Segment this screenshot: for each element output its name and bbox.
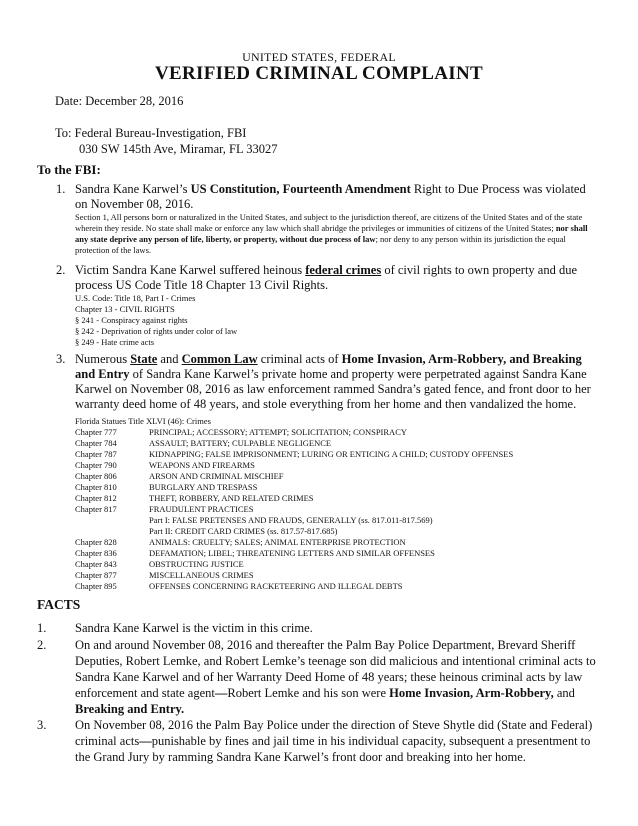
item-3-line-3: Karwel on November 08, 2016 as law enforcement rammed Sandra’s gated fence, and front door to her [75, 382, 591, 396]
facts-heading: FACTS [37, 597, 81, 612]
statute-row: Chapter 828 ANIMALS: CRUELTY; SALES; ANIMAL ENTERPRISE PROTECTION [75, 537, 406, 547]
fact-number: 1. [37, 621, 47, 635]
fact-2-line-2: Deputies, Robert Lemke, and Robert Lemke’s teenage son did malicious and intentional criminal acts to [75, 654, 596, 668]
fact-3-line-2: criminal acts—punishable by fines and jail time in his individual capacity, subsequent a presentment to [75, 734, 591, 748]
item-1-line-2: on November 08, 2016. [75, 197, 194, 211]
header-kicker: UNITED STATES, FEDERAL [242, 50, 396, 64]
item-number: 2. [56, 263, 66, 277]
item-3-line-1: Numerous State and Common Law criminal acts of Home Invasion, Arm-Robbery, and Breaking [75, 352, 582, 366]
to-line-2: 030 SW 145th Ave, Miramar, FL 33027 [79, 142, 278, 156]
usc-line: U.S. Code: Title 18, Part I - Crimes [75, 293, 196, 303]
statute-row: Chapter 817 FRAUDULENT PRACTICES [75, 504, 254, 514]
amendment-excerpt: Section 1, All persons born or naturalized in the United States, and subject to the jurisdiction thereof, are citizens of the United States and of the state wherein they reside. No state shall make or enforce any law which shall abridge the privileges or immunities of citizens of the United States; nor shall any state deprive any person of life, liberty, or property, without due process of law; nor deny to any person within its jurisdiction the equal protection of the laws. [75, 212, 588, 255]
statute-row: Chapter 784 ASSAULT; BATTERY; CULPABLE NEGLIGENCE [75, 438, 332, 448]
document-title: VERIFIED CRIMINAL COMPLAINT [155, 63, 483, 84]
fact-1-text: Sandra Kane Karwel is the victim in this crime. [75, 621, 313, 635]
fact-3-line-1: On November 08, 2016 the Palm Bay Police under the direction of Steve Shytle did (State and Federal) [75, 718, 593, 732]
to-line-1: To: Federal Bureau-Investigation, FBI [55, 126, 247, 140]
item-3-line-4: warranty deed home of 48 years, and stole everything from her home and then vandalized the home. [75, 397, 577, 411]
statute-row: Chapter 790 WEAPONS AND FIREARMS [75, 460, 255, 470]
item-number: 3. [56, 352, 66, 366]
item-2-line-2: process US Code Title 18 Chapter 13 Civil Rights. [75, 278, 329, 292]
statute-row: Chapter 836 DEFAMATION; LIBEL; THREATENING LETTERS AND SIMILAR OFFENSES [75, 548, 435, 558]
statute-row: Chapter 843 OBSTRUCTING JUSTICE [75, 559, 244, 569]
statute-row: Part I: FALSE PRETENSES AND FRAUDS, GENERALLY (ss. 817.011-817.569) [149, 515, 433, 525]
salutation: To the FBI: [37, 162, 101, 177]
item-3-line-2: and Entry of Sandra Kane Karwel’s private home and property were perpetrated against Sandra Kane [75, 367, 587, 381]
statute-row: Chapter 806 ARSON AND CRIMINAL MISCHIEF [75, 471, 284, 481]
item-1-line-1: Sandra Kane Karwel’s US Constitution, Fourteenth Amendment Right to Due Process was violated [75, 182, 586, 196]
statutes-title: Florida Statues Title XLVI (46): Crimes [75, 416, 211, 426]
fact-2-line-4: enforcement and state agent—Robert Lemke and his son were Home Invasion, Arm-Robbery, and [75, 686, 575, 700]
statute-row: Chapter 777 PRINCIPAL; ACCESSORY; ATTEMPT; SOLICITATION; CONSPIRACY [75, 427, 407, 437]
usc-line: Chapter 13 - CIVIL RIGHTS [75, 304, 175, 314]
date-line: Date: December 28, 2016 [55, 94, 184, 108]
fact-2-line-1: On and around November 08, 2016 and thereafter the Palm Bay Police Department, Brevard Sheriff [75, 638, 576, 652]
fact-2-line-5: Breaking and Entry. [75, 702, 185, 716]
fact-2-line-3: Sandra Kane Karwel and of her Warranty Deed Home of 48 years; these heinous criminal acts by law [75, 670, 583, 684]
usc-line: § 242 - Deprivation of rights under color of law [75, 326, 238, 336]
item-number: 1. [56, 182, 66, 196]
statute-row: Chapter 812 THEFT, ROBBERY, AND RELATED CRIMES [75, 493, 314, 503]
usc-line: § 249 - Hate crime acts [75, 337, 155, 347]
usc-line: § 241 - Conspiracy against rights [75, 315, 188, 325]
statute-row: Chapter 810 BURGLARY AND TRESPASS [75, 482, 258, 492]
fact-3-line-3: the Grand Jury by ramming Sandra Kane Karwel’s front door and breaking into her home. [75, 750, 526, 764]
fact-number: 3. [37, 718, 47, 732]
statute-row: Part II: CREDIT CARD CRIMES (ss. 817.57-817.685) [149, 526, 338, 536]
statute-row: Chapter 877 MISCELLANEOUS CRIMES [75, 570, 254, 580]
item-2-line-1: Victim Sandra Kane Karwel suffered heinous federal crimes of civil rights to own property and due [75, 263, 578, 277]
statute-row: Chapter 787 KIDNAPPING; FALSE IMPRISONMENT; LURING OR ENTICING A CHILD; CUSTODY OFFENSES [75, 449, 514, 459]
statute-row: Chapter 895 OFFENSES CONCERNING RACKETEERING AND ILLEGAL DEBTS [75, 581, 403, 591]
fact-number: 2. [37, 638, 47, 652]
